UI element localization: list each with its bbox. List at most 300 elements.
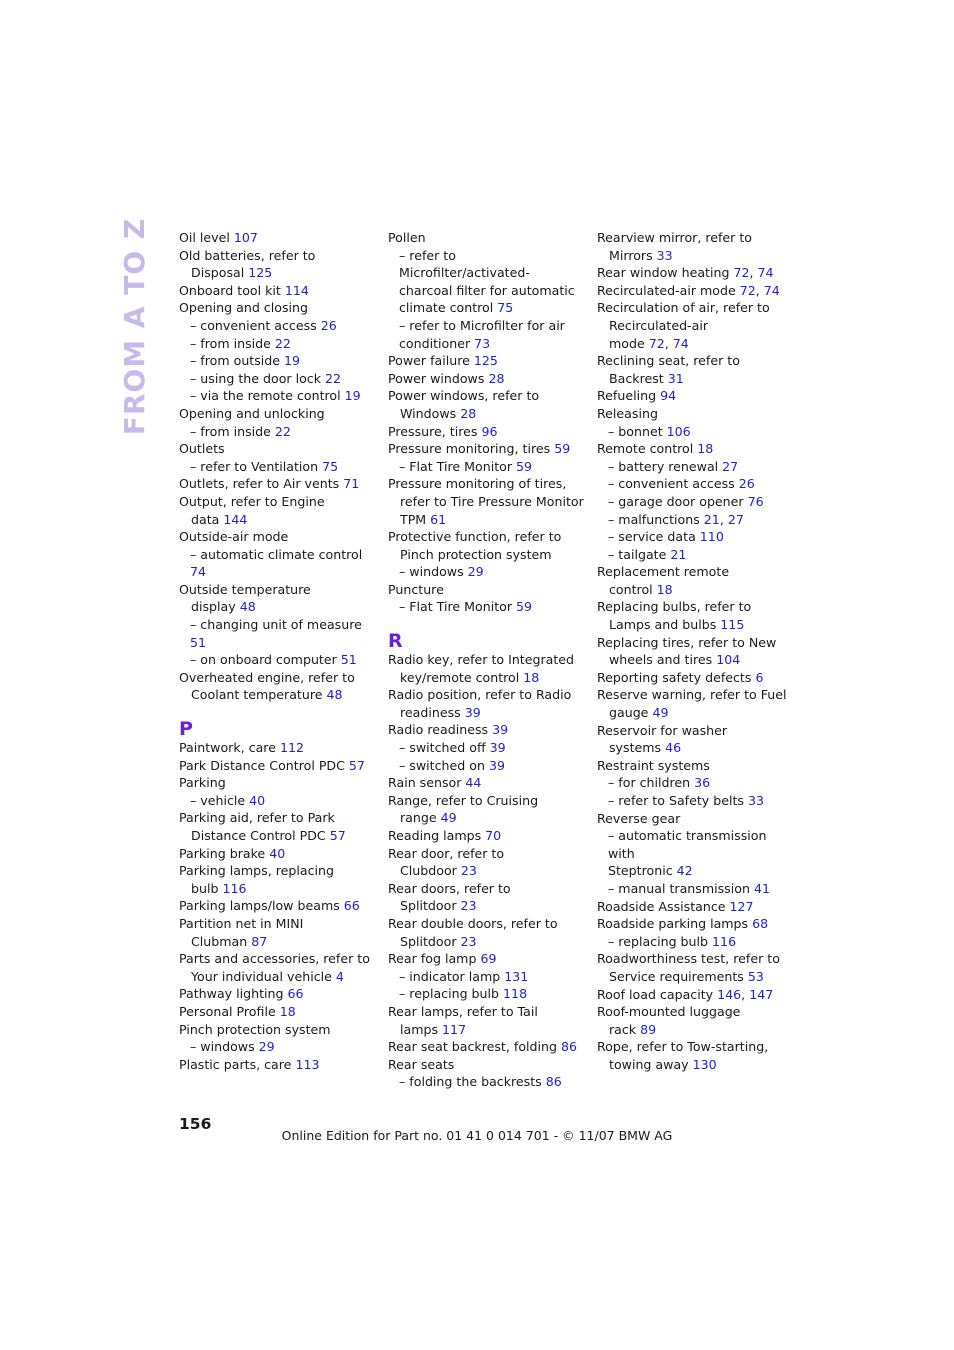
page-reference-link[interactable]: 18 [656, 581, 673, 597]
entry-text: Paintwork, care [179, 740, 280, 756]
index-entry: Recirculation of air, refer to Recirculated-air mode 72, 74 [597, 300, 770, 351]
index-subentry [179, 387, 379, 405]
index-subentry [179, 335, 379, 353]
index-column-1 [179, 229, 379, 1073]
index-entry [179, 229, 379, 247]
entry-text: Outlets, refer to Air vents [179, 476, 344, 492]
index-entry [597, 634, 797, 669]
entry-text: Replacing tires, refer to New [597, 634, 777, 650]
page-reference-link[interactable]: 61 [430, 511, 447, 527]
entry-text: – vehicle [190, 792, 250, 808]
page-reference-link[interactable]: 48 [326, 687, 343, 703]
page-reference-link[interactable]: 59 [516, 458, 533, 474]
page-reference-link[interactable]: 68 [752, 916, 769, 932]
entry-text: Power failure [388, 353, 474, 369]
entry-text: Recirculation of air, refer to [597, 300, 770, 316]
page-reference-link[interactable]: 125 [473, 353, 498, 369]
entry-text: control [609, 581, 657, 597]
page-reference-link[interactable]: 112 [279, 740, 304, 756]
index-entry [179, 1003, 379, 1021]
entry-text: – from inside [190, 335, 275, 351]
page-reference-link[interactable]: 42 [676, 863, 693, 879]
index-subentry [597, 774, 797, 792]
entry-text: Replacement remote [597, 564, 730, 580]
entry-text: – on onboard computer [190, 652, 341, 668]
page-reference-link[interactable]: 27 [722, 458, 739, 474]
entry-text: – Flat Tire Monitor [399, 599, 517, 615]
entry-text: data [191, 511, 224, 527]
index-subentry [597, 423, 797, 441]
page-reference-link[interactable]: 46 [665, 740, 682, 756]
index-subentry [597, 933, 797, 951]
index-entry [179, 669, 379, 704]
index-entry [597, 1003, 797, 1038]
page-reference-link[interactable]: 72 [739, 282, 756, 298]
entry-text: – windows [399, 564, 468, 580]
page-reference-link[interactable]: 75 [497, 300, 514, 316]
page-reference-link[interactable]: 113 [295, 1056, 320, 1072]
index-entry [388, 352, 588, 370]
page-reference-link[interactable]: 146 [717, 986, 742, 1002]
entry-text: Distance Control PDC [191, 828, 330, 843]
entry-text: Replacing bulbs, refer to [597, 599, 752, 615]
page-reference-link[interactable]: 40 [269, 845, 286, 861]
entry-text: – refer to Microfilter for air [399, 317, 565, 333]
page-reference-link[interactable]: 59 [516, 599, 533, 615]
index-entry [388, 651, 588, 686]
entry-text: Pathway lighting [179, 986, 288, 1002]
index-entry [388, 774, 588, 792]
index-subentry: – malfunctions 21, 27 [608, 511, 744, 527]
index-entry [179, 1056, 379, 1074]
entry-text: Reverse gear [597, 810, 681, 826]
entry-text: TPM [400, 511, 431, 527]
page-reference-link[interactable]: 23 [460, 863, 477, 879]
index-subentry [388, 739, 588, 757]
footer-edition-note: Online Edition for Part no. 01 41 0 014 701 - © 11/07 BMW AG [281, 1128, 673, 1143]
index-entry [597, 440, 797, 458]
index-subentry [388, 757, 588, 775]
entry-text: Rear window heating [597, 265, 734, 281]
entry-text: – switched on [399, 757, 489, 773]
page-reference-link[interactable]: 114 [284, 282, 309, 298]
page-reference-link[interactable]: 51 [340, 652, 357, 668]
page-reference-link[interactable]: 74 [757, 265, 774, 281]
page-reference-link[interactable]: 19 [344, 388, 361, 404]
entry-text: – for children [608, 775, 695, 791]
index-entry [597, 598, 797, 633]
entry-text: – tailgate [608, 546, 671, 562]
entry-text: Your individual vehicle [191, 968, 336, 984]
entry-text: Rear seat backrest, folding [388, 1039, 561, 1055]
index-subentry [179, 651, 379, 669]
index-entry [179, 405, 379, 423]
index-entry [179, 915, 379, 950]
entry-text: Outside temperature [179, 581, 311, 597]
index-entry [179, 581, 379, 616]
page-reference-link[interactable]: 147 [749, 986, 774, 1002]
entry-text: Rear fog lamp [388, 951, 481, 967]
entry-text: Rear double doors, refer to [388, 915, 558, 931]
entry-text: – replacing bulb [608, 933, 713, 949]
index-entry [179, 493, 379, 528]
index-entry [597, 669, 797, 687]
page-reference-link[interactable]: 39 [492, 722, 509, 738]
page-reference-link[interactable]: 66 [287, 986, 304, 1002]
index-subentry [388, 968, 588, 986]
page-reference-link[interactable]: 19 [284, 353, 301, 369]
page-reference-link[interactable]: 70 [485, 828, 502, 843]
page-reference-link[interactable]: 18 [697, 441, 714, 457]
entry-text: – garage door opener [608, 493, 748, 509]
page-reference-link[interactable]: 26 [738, 476, 755, 492]
index-subentry [597, 475, 797, 493]
page-reference-link[interactable]: 74 [763, 282, 780, 298]
index-entry [597, 722, 797, 757]
page-reference-link[interactable]: 28 [488, 370, 505, 386]
page-reference-link[interactable]: 18 [523, 669, 540, 685]
page-reference-link[interactable]: 22 [274, 423, 291, 439]
entry-text: Recirculated-air mode [597, 282, 740, 298]
page-reference-link[interactable]: 33 [748, 793, 765, 808]
page-reference-link[interactable]: 86 [561, 1039, 578, 1055]
index-entry [179, 299, 379, 317]
index-entry [388, 1056, 588, 1074]
index-entry: Rear window heating 72, 74 [597, 265, 774, 281]
entry-text: Reservoir for washer [597, 722, 728, 738]
page-reference-link[interactable]: 49 [440, 810, 457, 826]
page-reference-link[interactable]: 71 [343, 476, 360, 492]
entry-text: Radio position, refer to Radio [388, 687, 572, 703]
index-entry [597, 686, 797, 721]
index-entry [179, 845, 379, 863]
entry-text: Power windows [388, 370, 489, 386]
entry-text: Rear doors, refer to [388, 880, 511, 896]
side-tab-label: FROM A TO Z [118, 217, 152, 435]
page-reference-link[interactable]: 23 [460, 898, 477, 914]
index-entry [388, 686, 588, 721]
page-reference-link[interactable]: 33 [656, 247, 673, 263]
entry-text: Roadworthiness test, refer to [597, 951, 780, 967]
entry-text: Pressure monitoring of tires, [388, 476, 567, 492]
entry-text: Pinch protection system [179, 1021, 331, 1037]
index-entry [388, 880, 588, 915]
page-reference-link[interactable]: 131 [504, 968, 529, 984]
page-reference-link[interactable]: 53 [747, 968, 764, 984]
entry-text: Pressure, tires [388, 423, 482, 439]
page-reference-link[interactable]: 86 [545, 1074, 562, 1090]
page-reference-link[interactable]: 74 [672, 335, 689, 351]
index-subentry [597, 458, 797, 476]
entry-text: – battery renewal [608, 458, 723, 474]
page-reference-link[interactable]: 89 [640, 1021, 657, 1037]
entry-text: – via the remote control [190, 388, 345, 404]
entry-text: Rope, refer to Tow-starting, [597, 1039, 769, 1055]
entry-text: Parking [179, 775, 226, 791]
entry-text: – replacing bulb [399, 986, 504, 1002]
index-entry [179, 897, 379, 915]
page-reference-link[interactable]: 96 [481, 423, 498, 439]
entry-text: Overheated engine, refer to [179, 669, 355, 685]
index-entry: Roof load capacity 146, 147 [597, 986, 774, 1002]
page-reference-link[interactable]: 29 [258, 1039, 275, 1055]
index-entry [388, 475, 588, 528]
index-entry [388, 1003, 588, 1038]
entry-text: towing away [609, 1056, 693, 1072]
entry-text: lamps [400, 1021, 443, 1037]
index-entry [179, 809, 379, 844]
page-reference-link[interactable]: 104 [716, 652, 741, 668]
page-reference-link[interactable]: 115 [720, 617, 745, 633]
entry-text: Pollen [388, 230, 426, 245]
entry-text: – from inside [190, 423, 275, 439]
entry-text: Reserve warning, refer to Fuel [597, 687, 787, 703]
page-reference-link[interactable]: 39 [488, 757, 505, 773]
entry-text: Rearview mirror, refer to [597, 230, 752, 245]
index-subentry [597, 528, 797, 546]
page-reference-link[interactable]: 116 [712, 933, 737, 949]
page-reference-link[interactable]: 110 [699, 529, 724, 545]
entry-text: Reporting safety defects [597, 669, 756, 685]
entry-text: – refer to Safety belts [608, 793, 748, 808]
entry-text: Service requirements [609, 968, 748, 984]
index-subentry [388, 563, 588, 581]
index-column-2 [388, 229, 588, 1091]
entry-text: Splitdoor [400, 898, 461, 914]
entry-text: – indicator lamp [399, 968, 505, 984]
index-entry [597, 898, 797, 916]
page-reference-link[interactable]: 23 [460, 933, 477, 949]
entry-text: – convenient access [190, 317, 321, 333]
page-reference-link[interactable]: 44 [465, 775, 482, 791]
entry-text: Reclining seat, refer to [597, 353, 740, 369]
entry-text: Output, refer to Engine [179, 493, 325, 509]
page-reference-link[interactable]: 116 [222, 880, 247, 896]
entry-text: Protective function, refer to [388, 529, 562, 545]
entry-text: Opening and closing [179, 300, 308, 316]
index-subentry [179, 352, 379, 370]
index-subentry [179, 317, 379, 335]
index-entry [597, 229, 797, 264]
entry-text: – bonnet [608, 423, 667, 439]
index-subentry [179, 423, 379, 441]
entry-text: Steptronic [608, 863, 677, 879]
entry-text: Parking brake [179, 845, 270, 861]
page-reference-link[interactable]: 125 [248, 265, 273, 281]
page-reference-link[interactable]: 51 [190, 634, 207, 650]
page-reference-link[interactable]: 28 [460, 405, 477, 421]
index-entry [179, 1021, 379, 1039]
page-reference-link[interactable]: 29 [467, 564, 484, 580]
entry-text: Old batteries, refer to [179, 247, 316, 263]
index-subentry [179, 458, 379, 476]
index-subentry [388, 317, 588, 352]
page-reference-link[interactable]: 144 [223, 511, 248, 527]
index-entry [179, 528, 379, 546]
page-reference-link[interactable]: 69 [480, 951, 497, 967]
index-subentry [597, 827, 797, 880]
entry-text: key/remote control [400, 669, 524, 685]
index-subentry [388, 458, 588, 476]
index-subentry [597, 493, 797, 511]
index-entry [179, 475, 379, 493]
entry-text: – from outside [190, 353, 285, 369]
index-entry [597, 387, 797, 405]
page-reference-link[interactable]: 39 [489, 740, 506, 756]
page-reference-link[interactable]: 6 [755, 669, 764, 685]
entry-text: Pressure monitoring, tires [388, 441, 555, 457]
page-reference-link[interactable]: 72 [648, 335, 665, 351]
index-entry [597, 405, 797, 423]
entry-text: – manual transmission [608, 880, 754, 896]
page-reference-link[interactable]: 27 [727, 511, 744, 527]
entry-text: – folding the backrests [399, 1074, 546, 1090]
entry-text: systems [609, 740, 666, 756]
page-reference-link[interactable]: 39 [464, 704, 481, 720]
entry-text: Outside-air mode [179, 529, 289, 545]
index-entry [597, 352, 797, 387]
page-reference-link[interactable]: 57 [329, 828, 346, 843]
entry-text: Roadside Assistance [597, 898, 730, 914]
index-subentry [597, 792, 797, 810]
index-entry [388, 423, 588, 441]
page-reference-link[interactable]: 26 [320, 317, 337, 333]
index-entry [388, 1038, 588, 1056]
index-entry [388, 581, 588, 599]
entry-text: Rear door, refer to [388, 845, 505, 861]
index-letter-heading: P [179, 718, 193, 741]
index-entry [179, 774, 379, 792]
index-entry [388, 387, 588, 422]
page-reference-link[interactable]: 117 [442, 1021, 467, 1037]
page-reference-link[interactable]: 76 [747, 493, 764, 509]
entry-text: Clubdoor [400, 863, 461, 879]
index-entry [597, 915, 797, 933]
entry-text: Disposal [191, 265, 249, 281]
index-entry: Recirculated-air mode 72, 74 [597, 282, 780, 298]
entry-text: Remote control [597, 441, 698, 457]
page-reference-link[interactable]: 18 [279, 1003, 296, 1019]
entry-text: Onboard tool kit [179, 282, 285, 298]
index-entry [388, 845, 588, 880]
entry-text: charcoal filter for automatic [399, 282, 575, 298]
index-subentry [597, 880, 797, 898]
page-reference-link[interactable]: 36 [694, 775, 711, 791]
index-entry [179, 862, 379, 897]
index-entry [597, 563, 797, 598]
page-reference-link[interactable]: 130 [692, 1056, 717, 1072]
entry-text: Coolant temperature [191, 687, 327, 703]
entry-text: display [191, 599, 240, 615]
page-reference-link[interactable]: 21 [703, 511, 720, 527]
index-entry [597, 950, 797, 985]
index-subentry [179, 792, 379, 810]
entry-text: bulb [191, 880, 223, 896]
entry-text: – service data [608, 529, 700, 545]
index-entry [388, 721, 588, 739]
page-reference-link[interactable]: 94 [660, 388, 677, 404]
index-entry [388, 370, 588, 388]
index-entry [179, 739, 379, 757]
page-reference-link[interactable]: 66 [343, 898, 360, 914]
page-reference-link[interactable]: 57 [348, 757, 365, 773]
page-reference-link[interactable]: 49 [652, 705, 669, 721]
page-reference-link[interactable]: 73 [474, 335, 491, 351]
index-subentry [179, 546, 379, 581]
page-reference-link[interactable]: 107 [233, 230, 258, 245]
entry-text: – windows [190, 1039, 259, 1055]
index-subentry [388, 598, 588, 616]
page-reference-link[interactable]: 40 [249, 792, 266, 808]
index-entry [388, 229, 588, 247]
entry-text: range [400, 810, 441, 826]
index-entry [388, 950, 588, 968]
index-entry [179, 247, 379, 282]
entry-text: – refer to Microfilter/activated- [399, 247, 530, 281]
index-subentry [179, 370, 379, 388]
entry-text: Partition net in MINI [179, 915, 304, 931]
entry-text: – convenient access [608, 476, 739, 492]
entry-text: Rear seats [388, 1056, 455, 1072]
entry-text: Backrest [609, 370, 668, 386]
page-reference-link[interactable]: 118 [503, 986, 528, 1002]
index-entry [597, 757, 797, 775]
page-reference-link[interactable]: 41 [753, 880, 770, 896]
page-reference-link[interactable]: 59 [554, 441, 571, 457]
index-column-3 [597, 229, 797, 1074]
entry-text: Refueling [597, 388, 661, 404]
page-reference-link[interactable]: 127 [729, 898, 754, 914]
page-reference-link[interactable]: 48 [239, 599, 256, 615]
entry-text: Parking lamps, replacing [179, 863, 334, 879]
index-entry [179, 950, 379, 985]
entry-text: – automatic climate control [190, 546, 363, 562]
entry-text: – Flat Tire Monitor [399, 458, 517, 474]
page-reference-link[interactable]: 106 [666, 423, 691, 439]
section-side-tab [118, 217, 152, 435]
entry-text: Range, refer to Cruising [388, 792, 539, 808]
page-reference-link[interactable]: 21 [670, 546, 687, 562]
index-subentry [179, 616, 379, 651]
index-entry [597, 810, 797, 828]
page-number: 156 [179, 1115, 212, 1133]
entry-text: Recirculated-air [609, 317, 708, 333]
entry-text: climate control [399, 300, 498, 316]
entry-text: readiness [400, 704, 465, 720]
page-reference-link[interactable]: 75 [322, 458, 339, 474]
entry-text: rack [609, 1021, 641, 1037]
entry-text: – refer to Ventilation [190, 458, 323, 474]
index-entry [179, 757, 379, 775]
index-subentry [388, 985, 588, 1003]
index-entry [179, 282, 379, 300]
entry-text: gauge [609, 705, 653, 721]
page-reference-link[interactable]: 31 [667, 370, 684, 386]
entry-text: Rain sensor [388, 775, 466, 791]
page-reference-link[interactable]: 72 [733, 265, 750, 281]
entry-text: Lamps and bulbs [609, 617, 721, 633]
entry-text: Splitdoor [400, 933, 461, 949]
entry-text: – automatic transmission with [608, 828, 767, 861]
page-reference-link[interactable]: 87 [251, 933, 268, 949]
page-reference-link[interactable]: 22 [325, 370, 342, 386]
page-reference-link[interactable]: 22 [274, 335, 291, 351]
entry-text: Clubman [191, 933, 252, 949]
page-reference-link[interactable]: 4 [335, 968, 344, 984]
entry-text: Releasing [597, 405, 658, 421]
index-subentry [179, 1038, 379, 1056]
page-reference-link[interactable]: 74 [190, 564, 207, 580]
